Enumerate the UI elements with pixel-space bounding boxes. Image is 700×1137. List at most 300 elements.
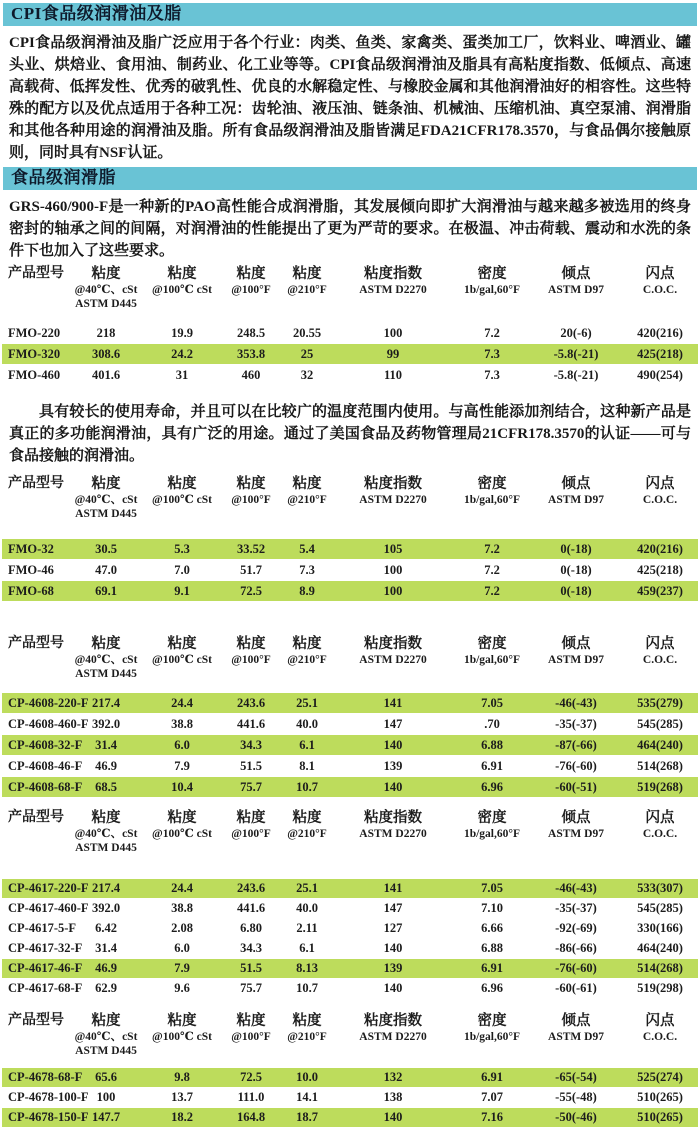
column-header-line: @100℃ cSt bbox=[152, 494, 212, 506]
cell-value: 68.5 bbox=[95, 779, 117, 794]
column-header bbox=[332, 265, 454, 297]
cell-value: 110 bbox=[383, 367, 403, 382]
column-header bbox=[530, 635, 622, 667]
cell-value: 141 bbox=[383, 881, 403, 895]
column-header bbox=[2, 809, 68, 827]
column-header bbox=[68, 635, 144, 681]
column-header bbox=[454, 1012, 530, 1044]
cell-value: .70 bbox=[484, 716, 500, 731]
table-row bbox=[2, 735, 698, 755]
table-row bbox=[2, 344, 698, 364]
cell-value: 10.7 bbox=[296, 779, 318, 794]
cell-value: 6.96 bbox=[481, 779, 503, 794]
cell-value: 7.3 bbox=[484, 346, 500, 361]
column-header-line: 粘度 bbox=[292, 266, 322, 282]
cell-value: 69.1 bbox=[95, 583, 117, 598]
column-header-line: 粘度 bbox=[167, 636, 197, 652]
cell-value: 7.2 bbox=[484, 583, 500, 598]
column-header-line: 1b/gal,60°F bbox=[463, 828, 521, 840]
cell-value: 0(-18) bbox=[560, 583, 592, 598]
column-header bbox=[282, 635, 332, 667]
column-header-line: ASTM D97 bbox=[548, 284, 604, 296]
column-header-line: 密度 bbox=[477, 810, 507, 826]
column-header-line: @210°F bbox=[287, 284, 327, 296]
cell-value: 140 bbox=[383, 1110, 403, 1124]
cell-value: 420(216) bbox=[637, 325, 683, 340]
cell-value: 24.4 bbox=[171, 881, 193, 895]
table-row bbox=[2, 919, 698, 938]
column-header-line: ASTM D2270 bbox=[359, 828, 427, 840]
cell-value: 18.2 bbox=[171, 1110, 193, 1124]
cell-value: 441.6 bbox=[236, 901, 266, 915]
cell-value: 519(298) bbox=[637, 981, 683, 995]
cell-value: 51.5 bbox=[240, 961, 262, 975]
cell-value: 20(-6) bbox=[560, 325, 592, 340]
cell-value: 510(265) bbox=[637, 1110, 683, 1124]
product-model: FMO-46 bbox=[8, 562, 54, 577]
cell-value: 490(254) bbox=[637, 367, 683, 382]
column-header-line: 粘度 bbox=[167, 1013, 197, 1029]
cell-value: -35(-37) bbox=[555, 901, 597, 915]
product-model: FMO-320 bbox=[8, 346, 61, 361]
table-row bbox=[2, 939, 698, 958]
cell-value: 100 bbox=[96, 1090, 116, 1104]
cell-value: 100 bbox=[383, 562, 403, 577]
grease-intro-paragraph: GRS-460/900-F是一种新的PAO高性能合成润滑脂，其发展倾向即扩大润滑油与越来越多被选用的终身密封的轴承之间的间隔，对润滑油的性能提出了更为严苛的要求。在极温、冲击荷载、震动和水洗的条件下也加入了这些要求。 bbox=[9, 199, 691, 259]
cell-value: 425(218) bbox=[637, 562, 683, 577]
cell-value: -87(-66) bbox=[555, 737, 597, 752]
cell-value: 420(216) bbox=[637, 541, 683, 556]
cell-value: -46(-43) bbox=[555, 881, 597, 895]
column-header-line: 粘度指数 bbox=[364, 476, 422, 492]
cell-value: 40.0 bbox=[296, 716, 318, 731]
cell-value: 7.2 bbox=[484, 541, 500, 556]
column-header bbox=[282, 1012, 332, 1044]
cell-value: 7.07 bbox=[481, 1090, 503, 1104]
column-header bbox=[2, 635, 68, 653]
cell-value: -50(-46) bbox=[555, 1110, 597, 1124]
column-header-line: @40℃、cSt bbox=[74, 828, 138, 840]
product-model: CP-4617-32-F bbox=[8, 941, 83, 955]
column-header-line: 粘度 bbox=[91, 1013, 121, 1029]
column-header-line: 粘度 bbox=[236, 476, 266, 492]
cell-value: 10.0 bbox=[296, 1070, 318, 1084]
cell-value: 7.0 bbox=[174, 562, 190, 577]
product-table-cp4617 bbox=[2, 809, 698, 998]
column-header bbox=[68, 1012, 144, 1058]
column-header-line: 粘度 bbox=[167, 810, 197, 826]
column-header-line: 粘度 bbox=[91, 476, 121, 492]
cell-value: 6.96 bbox=[481, 981, 503, 995]
cell-value: 243.6 bbox=[236, 695, 266, 710]
product-model: CP-4608-220-F bbox=[8, 695, 89, 710]
cell-value: 10.7 bbox=[296, 981, 318, 995]
cell-value: 140 bbox=[383, 981, 403, 995]
product-table-cp4608 bbox=[2, 635, 698, 797]
column-header-line: @100℃ cSt bbox=[152, 1031, 212, 1043]
cell-value: 5.4 bbox=[299, 541, 315, 556]
column-header-line: 倾点 bbox=[561, 266, 591, 282]
cell-value: 34.3 bbox=[240, 737, 262, 752]
cell-value: 25.1 bbox=[296, 881, 318, 895]
column-header-line: 密度 bbox=[477, 636, 507, 652]
column-header bbox=[220, 475, 282, 507]
cell-value: 7.05 bbox=[481, 695, 503, 710]
column-header bbox=[530, 475, 622, 507]
cell-value: 46.9 bbox=[95, 961, 117, 975]
cell-value: -76(-60) bbox=[555, 758, 597, 773]
column-header-line: ASTM D2270 bbox=[359, 1031, 427, 1043]
cell-value: 401.6 bbox=[91, 367, 121, 382]
cell-value: 510(265) bbox=[637, 1090, 683, 1104]
cell-value: 25.1 bbox=[296, 695, 318, 710]
column-header-line: 闪点 bbox=[645, 810, 675, 826]
cell-value: 99 bbox=[386, 346, 400, 361]
cell-value: 6.0 bbox=[174, 737, 190, 752]
column-header-line: ASTM D445 bbox=[75, 1045, 137, 1057]
product-model: FMO-460 bbox=[8, 367, 61, 382]
column-header bbox=[220, 809, 282, 841]
cell-value: 141 bbox=[383, 695, 403, 710]
cell-value: -35(-37) bbox=[555, 716, 597, 731]
column-header-line: 粘度指数 bbox=[364, 1013, 422, 1029]
column-header-line: C.O.C. bbox=[642, 494, 678, 506]
cell-value: 32 bbox=[300, 367, 314, 382]
cell-value: 7.05 bbox=[481, 881, 503, 895]
cell-value: -5.8(-21) bbox=[553, 367, 599, 382]
column-header bbox=[144, 635, 220, 667]
column-header bbox=[622, 809, 698, 841]
column-header-line: 1b/gal,60°F bbox=[463, 654, 521, 666]
cell-value: 6.1 bbox=[299, 941, 315, 955]
column-header-line: @100℃ cSt bbox=[152, 654, 212, 666]
cell-value: 127 bbox=[383, 921, 403, 935]
cell-value: 19.9 bbox=[171, 325, 193, 340]
column-header-line: C.O.C. bbox=[642, 828, 678, 840]
column-header bbox=[220, 635, 282, 667]
column-header bbox=[622, 1012, 698, 1044]
column-header-line: @40℃、cSt bbox=[74, 284, 138, 296]
cell-value: 147 bbox=[383, 716, 403, 731]
cell-value: 34.3 bbox=[240, 941, 262, 955]
column-header-line: 粘度 bbox=[236, 266, 266, 282]
column-header-line: C.O.C. bbox=[642, 284, 678, 296]
column-header-line: ASTM D97 bbox=[548, 828, 604, 840]
cell-value: 7.10 bbox=[481, 901, 503, 915]
cell-value: 308.6 bbox=[91, 346, 121, 361]
cell-value: -60(-51) bbox=[555, 779, 597, 794]
column-header-line: @100℃ cSt bbox=[152, 284, 212, 296]
column-header-line: 粘度 bbox=[292, 810, 322, 826]
column-header-line: 倾点 bbox=[561, 810, 591, 826]
column-header-line: 粘度 bbox=[91, 266, 121, 282]
column-header bbox=[68, 475, 144, 521]
table-row bbox=[2, 959, 698, 978]
column-header bbox=[622, 265, 698, 297]
cell-value: -5.8(-21) bbox=[553, 346, 599, 361]
column-header bbox=[622, 475, 698, 507]
column-header bbox=[530, 809, 622, 841]
cell-value: 138 bbox=[383, 1090, 403, 1104]
cell-value: 6.91 bbox=[481, 961, 503, 975]
cell-value: 147 bbox=[383, 901, 403, 915]
cell-value: 20.55 bbox=[292, 325, 322, 340]
table-row bbox=[2, 879, 698, 898]
cell-value: 8.1 bbox=[299, 758, 315, 773]
column-header-line: 产品型号 bbox=[8, 266, 64, 281]
cell-value: -86(-66) bbox=[555, 941, 597, 955]
table-row bbox=[2, 777, 698, 797]
cell-value: 46.9 bbox=[95, 758, 117, 773]
cell-value: 7.3 bbox=[484, 367, 500, 382]
product-table-fmo-heavy bbox=[2, 265, 698, 385]
cell-value: 217.4 bbox=[91, 695, 121, 710]
column-header-line: 密度 bbox=[477, 1013, 507, 1029]
cell-value: -46(-43) bbox=[555, 695, 597, 710]
cell-value: 14.1 bbox=[296, 1090, 318, 1104]
table-row bbox=[2, 581, 698, 601]
cell-value: 75.7 bbox=[240, 981, 262, 995]
cell-value: 514(268) bbox=[637, 961, 683, 975]
product-model: CP-4678-100-F bbox=[8, 1090, 89, 1104]
cell-value: 13.7 bbox=[171, 1090, 193, 1104]
product-model: FMO-32 bbox=[8, 541, 54, 556]
table-header-row bbox=[2, 635, 698, 681]
cell-value: 65.6 bbox=[95, 1070, 117, 1084]
column-header-line: 粘度 bbox=[292, 636, 322, 652]
cell-value: 140 bbox=[383, 941, 403, 955]
cell-value: 248.5 bbox=[236, 325, 266, 340]
column-header-line: 1b/gal,60°F bbox=[463, 494, 521, 506]
cell-value: 7.9 bbox=[174, 758, 190, 773]
cell-value: 545(285) bbox=[637, 716, 683, 731]
section-title-grease: 食品级润滑脂 bbox=[3, 167, 697, 190]
cell-value: 392.0 bbox=[91, 716, 121, 731]
cell-value: 10.4 bbox=[171, 779, 193, 794]
cell-value: 519(268) bbox=[637, 779, 683, 794]
column-header-line: @100°F bbox=[231, 284, 271, 296]
table-row bbox=[2, 539, 698, 559]
product-model: FMO-68 bbox=[8, 583, 54, 598]
column-header-line: ASTM D97 bbox=[548, 654, 604, 666]
table-row bbox=[2, 1088, 698, 1107]
cell-value: 330(166) bbox=[637, 921, 683, 935]
cell-value: 6.80 bbox=[240, 921, 262, 935]
column-header-line: @100°F bbox=[231, 1031, 271, 1043]
table-header-row bbox=[2, 1012, 698, 1058]
column-header-line: 粘度 bbox=[167, 476, 197, 492]
cell-value: 6.42 bbox=[95, 921, 117, 935]
column-header-line: @210°F bbox=[287, 494, 327, 506]
column-header-line: 密度 bbox=[477, 266, 507, 282]
cell-value: 100 bbox=[383, 325, 403, 340]
cell-value: 464(240) bbox=[637, 737, 683, 752]
column-header bbox=[2, 475, 68, 493]
cell-value: 392.0 bbox=[91, 901, 121, 915]
column-header bbox=[454, 265, 530, 297]
table-row bbox=[2, 1068, 698, 1087]
cell-value: 353.8 bbox=[236, 346, 266, 361]
column-header bbox=[332, 635, 454, 667]
mid-paragraph: 具有较长的使用寿命，并且可以在比较广的温度范围内使用。与高性能添加剂结合，这种新产品是真正的多功能润滑油，具有广泛的用途。通过了美国食品及药物管理局21CFR178.3570的认证——可与食品接触的润滑油。 bbox=[9, 404, 691, 464]
product-table-cp4678 bbox=[2, 1012, 698, 1127]
column-header-line: 粘度 bbox=[167, 266, 197, 282]
cell-value: 31.4 bbox=[95, 737, 117, 752]
cell-value: 6.1 bbox=[299, 737, 315, 752]
cell-value: 7.3 bbox=[299, 562, 315, 577]
cell-value: 2.08 bbox=[171, 921, 193, 935]
cell-value: 40.0 bbox=[296, 901, 318, 915]
table-row bbox=[2, 756, 698, 776]
cell-value: 51.5 bbox=[240, 758, 262, 773]
column-header-line: 闪点 bbox=[645, 266, 675, 282]
column-header-line: 产品型号 bbox=[8, 476, 64, 491]
column-header bbox=[282, 265, 332, 297]
table-header-row bbox=[2, 809, 698, 855]
column-header-line: 粘度指数 bbox=[364, 636, 422, 652]
column-header bbox=[144, 475, 220, 507]
table-header-row bbox=[2, 265, 698, 311]
column-header bbox=[2, 265, 68, 283]
column-header bbox=[144, 265, 220, 297]
column-header-line: @210°F bbox=[287, 654, 327, 666]
column-header bbox=[2, 1012, 68, 1030]
cell-value: 7.9 bbox=[174, 961, 190, 975]
column-header-line: 闪点 bbox=[645, 636, 675, 652]
cell-value: 38.8 bbox=[171, 901, 193, 915]
column-header-line: ASTM D445 bbox=[75, 508, 137, 520]
column-header-line: C.O.C. bbox=[642, 654, 678, 666]
column-header-line: 闪点 bbox=[645, 1013, 675, 1029]
intro-paragraph: CPI食品级润滑油及脂广泛应用于各个行业：肉类、鱼类、家禽类、蛋类加工厂，饮料业、啤酒业、罐头业、烘焙业、食用油、制药业、化工业等等。CPI食品级润滑油及脂具有高粘度指数、低倾点、高速高载荷、低挥发性、优秀的破乳性、优良的水解稳定性、与橡胶金属和其他润滑油好的相容性。这些特殊的配方以及优点适用于各种工况：齿轮油、液压油、链条油、机械油、压缩机油、真空泵浦、润滑脂和其他各种用途的润滑油及脂。所有食品级润滑油及脂皆满足FDA21CFR178.3570，与食品偶尔接触原则，同时具有NSF认证。 bbox=[9, 35, 691, 161]
column-header-line: 1b/gal,60°F bbox=[463, 284, 521, 296]
column-header-line: ASTM D445 bbox=[75, 842, 137, 854]
product-model: CP-4617-220-F bbox=[8, 881, 89, 895]
column-header-line: ASTM D97 bbox=[548, 494, 604, 506]
cell-value: 9.8 bbox=[174, 1070, 190, 1084]
column-header-line: 密度 bbox=[477, 476, 507, 492]
column-header-line: @100℃ cSt bbox=[152, 828, 212, 840]
product-model: CP-4678-68-F bbox=[8, 1070, 83, 1084]
column-header-line: 倾点 bbox=[561, 476, 591, 492]
cell-value: 0(-18) bbox=[560, 562, 592, 577]
column-header-line: 产品型号 bbox=[8, 1013, 64, 1028]
cell-value: 72.5 bbox=[240, 1070, 262, 1084]
product-model: CP-4617-5-F bbox=[8, 921, 77, 935]
cell-value: 132 bbox=[383, 1070, 403, 1084]
cell-value: 0(-18) bbox=[560, 541, 592, 556]
cell-value: 533(307) bbox=[637, 881, 683, 895]
column-header-line: ASTM D2270 bbox=[359, 494, 427, 506]
column-header bbox=[332, 475, 454, 507]
cell-value: 464(240) bbox=[637, 941, 683, 955]
column-header bbox=[530, 265, 622, 297]
table-row bbox=[2, 979, 698, 998]
cell-value: 111.0 bbox=[237, 1090, 265, 1104]
column-header-line: 粘度 bbox=[236, 636, 266, 652]
cell-value: 139 bbox=[383, 961, 403, 975]
cell-value: 460 bbox=[241, 367, 261, 382]
cell-value: 425(218) bbox=[637, 346, 683, 361]
cell-value: 525(274) bbox=[637, 1070, 683, 1084]
cell-value: 7.16 bbox=[481, 1110, 503, 1124]
product-model: CP-4678-150-F bbox=[8, 1110, 89, 1124]
product-table-fmo-light bbox=[2, 475, 698, 601]
column-header bbox=[68, 265, 144, 311]
column-header bbox=[282, 809, 332, 841]
column-header-line: 1b/gal,60°F bbox=[463, 1031, 521, 1043]
column-header bbox=[220, 1012, 282, 1044]
cell-value: 140 bbox=[383, 779, 403, 794]
column-header bbox=[332, 1012, 454, 1044]
product-model: CP-4617-46-F bbox=[8, 961, 83, 975]
table-row bbox=[2, 714, 698, 734]
column-header-line: ASTM D445 bbox=[75, 298, 137, 310]
column-header-line: 粘度 bbox=[236, 810, 266, 826]
cell-value: 139 bbox=[383, 758, 403, 773]
column-header-line: C.O.C. bbox=[642, 1031, 678, 1043]
cell-value: 51.7 bbox=[240, 562, 262, 577]
product-model: FMO-220 bbox=[8, 325, 61, 340]
column-header-line: 粘度指数 bbox=[364, 810, 422, 826]
column-header-line: @210°F bbox=[287, 828, 327, 840]
cell-value: 30.5 bbox=[95, 541, 117, 556]
table-row bbox=[2, 693, 698, 713]
datasheet-page bbox=[0, 3, 700, 1137]
cell-value: 105 bbox=[383, 541, 403, 556]
column-header-line: 产品型号 bbox=[8, 810, 64, 825]
column-header-line: 粘度 bbox=[292, 476, 322, 492]
cell-value: 6.88 bbox=[481, 941, 503, 955]
column-header-line: 倾点 bbox=[561, 636, 591, 652]
column-header bbox=[144, 1012, 220, 1044]
product-model: CP-4608-460-F bbox=[8, 716, 89, 731]
cell-value: -55(-48) bbox=[555, 1090, 597, 1104]
column-header bbox=[454, 475, 530, 507]
column-header-line: @40℃、cSt bbox=[74, 494, 138, 506]
column-header bbox=[622, 635, 698, 667]
cell-value: -76(-60) bbox=[555, 961, 597, 975]
cell-value: 9.1 bbox=[174, 583, 190, 598]
cell-value: 25 bbox=[300, 346, 314, 361]
table-row bbox=[2, 899, 698, 918]
column-header bbox=[282, 475, 332, 507]
cell-value: 441.6 bbox=[236, 716, 266, 731]
cell-value: 33.52 bbox=[236, 541, 266, 556]
column-header-line: 粘度 bbox=[91, 636, 121, 652]
column-header bbox=[68, 809, 144, 855]
column-header-line: @40℃、cSt bbox=[74, 1031, 138, 1043]
column-header-line: 粘度 bbox=[91, 810, 121, 826]
cell-value: 24.4 bbox=[171, 695, 193, 710]
column-header-line: ASTM D2270 bbox=[359, 284, 427, 296]
cell-value: 217.4 bbox=[91, 881, 121, 895]
cell-value: 6.91 bbox=[481, 1070, 503, 1084]
column-header-line: @100°F bbox=[231, 654, 271, 666]
cell-value: 9.6 bbox=[174, 981, 190, 995]
cell-value: 75.7 bbox=[240, 779, 262, 794]
cell-value: 147.7 bbox=[91, 1110, 121, 1124]
cell-value: 18.7 bbox=[296, 1110, 318, 1124]
column-header-line: 粘度 bbox=[236, 1013, 266, 1029]
cell-value: 6.0 bbox=[174, 941, 190, 955]
product-model: CP-4608-32-F bbox=[8, 737, 83, 752]
product-model: CP-4608-68-F bbox=[8, 779, 83, 794]
cell-value: 7.2 bbox=[484, 325, 500, 340]
column-header bbox=[220, 265, 282, 297]
cell-value: 243.6 bbox=[236, 881, 266, 895]
cell-value: 140 bbox=[383, 737, 403, 752]
